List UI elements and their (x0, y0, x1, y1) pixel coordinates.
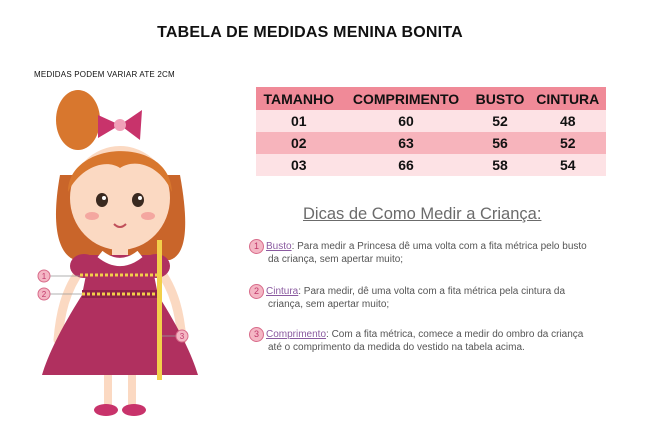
cell-cintura: 52 (530, 132, 606, 154)
left-shoe (94, 404, 118, 416)
left-sleeve (70, 254, 98, 278)
tip-text-continued: criança, sem apertar muito; (268, 299, 390, 310)
header-comprimento: COMPRIMENTO (342, 87, 471, 110)
right-eye (132, 193, 144, 207)
tip-text-continued: até o comprimento da medida do vestido na tabela acima. (268, 342, 525, 353)
tip-length (249, 327, 634, 355)
tip-term: Comprimento (266, 329, 327, 341)
tip-text: : Com a fita métrica, comece a medir do ombro da criança (326, 329, 584, 341)
right-shoe (122, 404, 146, 416)
header-tamanho: TAMANHO (256, 87, 342, 110)
ponytail (56, 90, 100, 150)
cell-comprimento: 63 (342, 132, 471, 154)
cell-tamanho: 01 (256, 110, 342, 132)
marker-3-label: 3 (179, 332, 185, 341)
marker-1-label: 1 (41, 272, 47, 281)
table-row (256, 110, 606, 132)
table-row (256, 154, 606, 176)
left-cheek (85, 212, 99, 220)
tip-number-3: 3 (249, 327, 264, 342)
cell-tamanho: 02 (256, 132, 342, 154)
size-table (256, 87, 606, 176)
tip-text: : Para medir a Princesa dê uma volta com a fita métrica pelo busto (291, 241, 587, 253)
variation-note: MEDIDAS PODEM VARIAR ATE 2CM (34, 70, 175, 79)
tip-number-1: 1 (249, 239, 264, 254)
cell-comprimento: 66 (342, 154, 471, 176)
cell-cintura: 48 (530, 110, 606, 132)
tip-term: Cintura (266, 286, 299, 298)
cell-busto: 56 (470, 132, 529, 154)
tip-bust (249, 239, 634, 267)
right-cheek (141, 212, 155, 220)
header-busto: BUSTO (470, 87, 529, 110)
cell-comprimento: 60 (342, 110, 471, 132)
left-eye (96, 193, 108, 207)
bow-knot (114, 119, 126, 131)
cell-busto: 58 (470, 154, 529, 176)
tip-waist (249, 284, 634, 312)
size-table-header (256, 87, 606, 110)
page-title: TABELA DE MEDIDAS MENINA BONITA (157, 24, 463, 41)
cell-tamanho: 03 (256, 154, 342, 176)
neck (112, 246, 128, 256)
tip-number-2: 2 (249, 284, 264, 299)
tips-title: Dicas de Como Medir a Criança: (303, 205, 542, 223)
cell-cintura: 54 (530, 154, 606, 176)
cell-busto: 52 (470, 110, 529, 132)
tip-text-continued: da criança, sem apertar muito; (268, 254, 404, 265)
left-leg (104, 375, 112, 407)
tip-term: Busto (266, 241, 292, 253)
table-row (256, 132, 606, 154)
tip-text: : Para medir, dê uma volta com a fita métrica pela cintura da (298, 286, 566, 298)
marker-2-label: 2 (41, 290, 47, 299)
measuring-tips (245, 193, 635, 363)
girl-illustration (20, 80, 220, 430)
right-leg (128, 375, 136, 407)
header-cintura: CINTURA (530, 87, 606, 110)
tape-vertical (157, 240, 162, 380)
